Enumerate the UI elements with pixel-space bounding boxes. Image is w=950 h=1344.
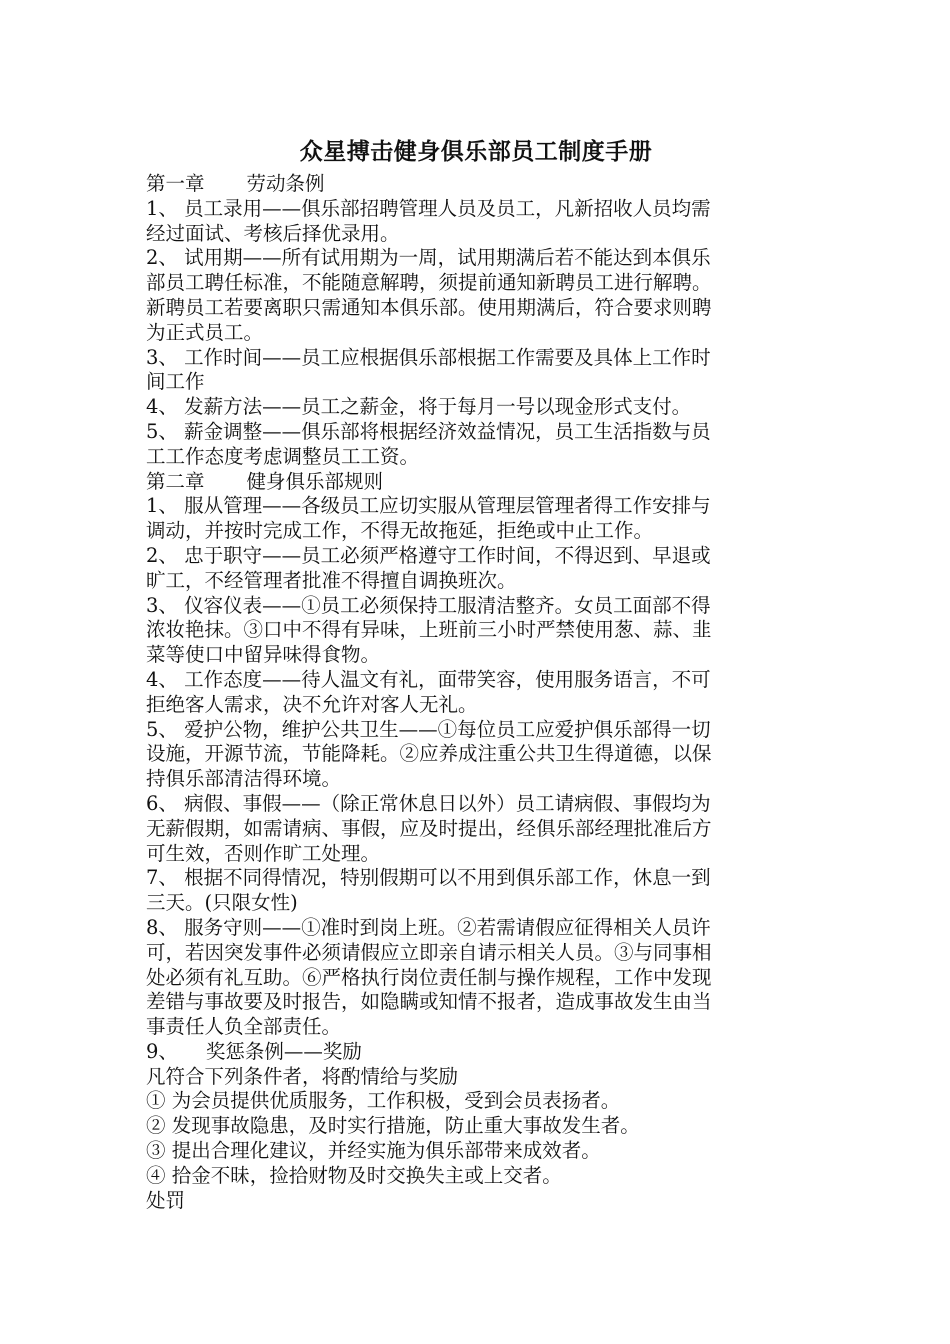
chapter-name: 健身俱乐部规则 — [246, 469, 384, 493]
body-text-line: 为正式员工。 — [146, 320, 264, 344]
body-text-line: 三天。(只限女性) — [146, 891, 298, 915]
body-text-line: 差错与事故要及时报告，如隐瞒或知情不报者，造成事故发生由当 — [146, 990, 712, 1014]
body-text-line: 可，若因突发事件必须请假应立即亲自请示相关人员。③与同事相 — [146, 940, 712, 964]
body-text-line: 4、 工作态度——待人温文有礼，面带笑容，使用服务语言，不可 — [146, 667, 711, 691]
body-text-line: 1、 服从管理——各级员工应切实服从管理层管理者得工作安排与 — [146, 494, 711, 518]
chapter-name: 劳动条例 — [246, 172, 325, 195]
body-text-line: 3、 工作时间——员工应根据俱乐部根据工作需要及具体上工作时 — [146, 345, 711, 369]
body-text-line: 1、 员工录用——俱乐部招聘管理人员及员工，凡新招收人员均需 — [146, 196, 711, 220]
body-text-line: 调动，并按时完成工作，不得无故拖延，拒绝或中止工作。 — [146, 519, 654, 543]
body-text-line: 经过面试、考核后择优录用。 — [146, 221, 400, 245]
body-text-line: 4、 发薪方法——员工之薪金，将于每月一号以现金形式支付。 — [146, 395, 692, 419]
body-text-line: 事责任人负全部责任。 — [146, 1015, 342, 1039]
chapter-heading — [146, 470, 806, 495]
body-text-line: ① 为会员提供优质服务，工作积极，受到会员表扬者。 — [146, 1089, 621, 1113]
item-number: 9、 — [146, 1039, 178, 1063]
body-text-line: 浓妆艳抹。③口中不得有异味，上班前三小时严禁使用葱、蒜、韭 — [146, 618, 712, 642]
body-text-line: 部员工聘任标准，不能随意解聘，须提前通知新聘员工进行解聘。 — [146, 271, 712, 295]
body-text-line: ④ 拾金不昧，捡拾财物及时交换失主或上交者。 — [146, 1163, 562, 1187]
chapter-heading — [146, 172, 806, 197]
body-text-line: 2、 忠于职守——员工必须严格遵守工作时间，不得迟到、早退或 — [146, 543, 711, 567]
body-text-line: 间工作 — [146, 370, 205, 394]
body-text-line: 处必须有礼互助。⑥严格执行岗位责任制与操作规程，工作中发现 — [146, 965, 712, 989]
document-title: 众星搏击健身俱乐部员工制度手册 — [299, 138, 653, 165]
body-text-line: 设施，开源节流，节能降耗。②应养成注重公共卫生得道德，以保 — [146, 742, 712, 766]
body-text-line: 3、 仪容仪表——①员工必须保持工服清洁整齐。女员工面部不得 — [146, 593, 711, 617]
item-text: 奖惩条例——奖励 — [205, 1039, 362, 1063]
document-body — [146, 172, 806, 1213]
body-text-line: 新聘员工若要离职只需通知本俱乐部。使用期满后，符合要求则聘 — [146, 295, 712, 319]
document-page — [146, 132, 806, 1213]
body-text-line: 拒绝客人需求，决不允许对客人无礼。 — [146, 692, 478, 716]
body-text-line: 工工作态度考虑调整员工工资。 — [146, 444, 420, 468]
body-text-line: 7、 根据不同得情况，特别假期可以不用到俱乐部工作，休息一到 — [146, 866, 711, 890]
body-text-line: 5、 薪金调整——俱乐部将根据经济效益情况，员工生活指数与员 — [146, 419, 711, 443]
body-text-line: 5、 爱护公物，维护公共卫生——①每位员工应爱护俱乐部得一切 — [146, 717, 711, 741]
body-text-line: 处罚 — [146, 1188, 186, 1212]
body-text-line: ② 发现事故隐患，及时实行措施，防止重大事故发生者。 — [146, 1114, 640, 1138]
chapter-number: 第二章 — [146, 469, 205, 493]
body-text-line: 凡符合下列条件者，将酌情给与奖励 — [146, 1064, 459, 1088]
body-text-line: 6、 病假、事假——（除正常休息日以外）员工请病假、事假均为 — [146, 791, 711, 815]
body-text-line: 可生效，否则作旷工处理。 — [146, 841, 381, 865]
body-text-line: 无薪假期，如需请病、事假，应及时提出，经俱乐部经理批准后方 — [146, 816, 712, 840]
body-text-line: ③ 提出合理化建议，并经实施为俱乐部带来成效者。 — [146, 1139, 601, 1163]
body-text-line: 旷工，不经管理者批准不得擅自调换班次。 — [146, 568, 517, 592]
body-text-line: 持俱乐部清洁得环境。 — [146, 767, 342, 791]
chapter-number: 第一章 — [146, 172, 205, 195]
body-text-line: 菜等使口中留异味得食物。 — [146, 643, 381, 667]
section-item — [146, 1040, 806, 1065]
body-text-line: 2、 试用期——所有试用期为一周，试用期满后若不能达到本俱乐 — [146, 246, 711, 270]
body-text-line: 8、 服务守则——①准时到岗上班。②若需请假应征得相关人员许 — [146, 915, 711, 939]
